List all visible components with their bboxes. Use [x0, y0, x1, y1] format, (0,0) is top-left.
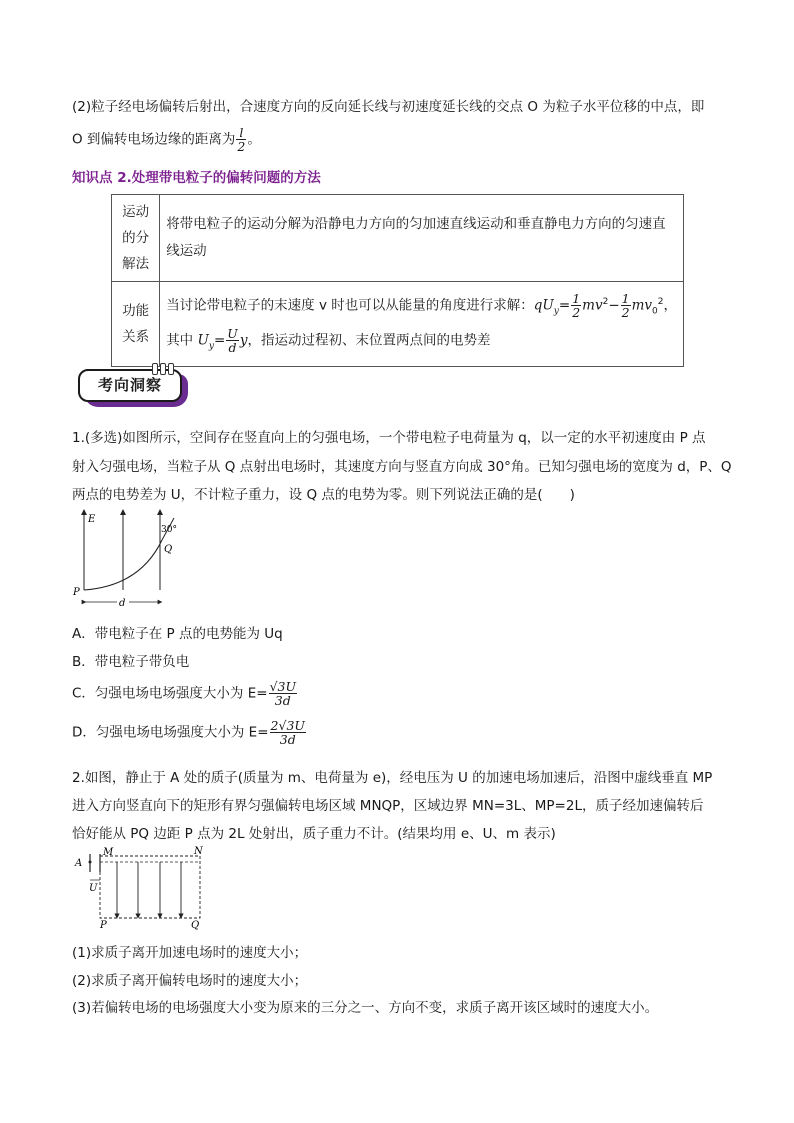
energy-text: 当讨论带电粒子的末速度 v 时也可以从能量的角度进行求解： — [166, 297, 534, 314]
q1-stem-line: 射入匀强电场，当粒子从 Q 点射出电场时，其速度方向与竖直方向成 30°角。已知匀强电场的宽度为 d，P、Q — [72, 459, 732, 475]
frac-den: 2 — [237, 139, 246, 155]
option-d-num: 2√3U — [270, 718, 305, 733]
q2-sub-question: (3)若偏转电场的电场强度大小变为原来的三分之一、方向不变，求质子离开该区域时的速度大小。 — [72, 1000, 659, 1016]
label-P: P — [73, 587, 80, 598]
coil-icon — [152, 363, 158, 375]
para-line-2 — [72, 126, 261, 153]
q1-stem-line: 两点的电势差为 U，不计粒子重力，设 Q 点的电势为零。则下列说法正确的是( ) — [72, 487, 575, 503]
q1-option-b: B．带电粒子带负电 — [72, 654, 190, 670]
coil-icon — [160, 363, 166, 375]
coil-icon — [168, 363, 174, 375]
table-header-cell: 功能关系 — [112, 282, 160, 367]
label-M: M — [103, 847, 114, 858]
q2-field-diagram — [70, 846, 220, 930]
q1-stem-line: 1.(多选)如图所示，空间存在竖直向上的匀强电场，一个带电粒子电荷量为 q，以一定的水平初速度由 P 点 — [72, 430, 706, 446]
q2-stem-line: 2.如图，静止于 A 处的质子(质量为 m、电荷量为 e)，经电压为 U 的加速电场加速后，沿图中虚线垂直 MP — [72, 770, 713, 786]
fraction-l-over-2 — [236, 126, 246, 153]
para-line-2-suffix: 。 — [247, 131, 261, 148]
label-P: P — [100, 920, 107, 930]
table-cell — [160, 282, 684, 367]
option-c-den: 3d — [274, 693, 291, 709]
voltage-text-suffix: ，指运动过程初、末位置两点间的电势差 — [247, 332, 491, 349]
q2-sub-question: (1)求质子离开加速电场时的速度大小； — [72, 945, 308, 961]
table-header-cell: 运动的分解法 — [112, 195, 160, 282]
para-line-1: (2)粒子经电场偏转后射出，合速度方向的反向延长线与初速度延长线的交点 O 为粒子水平位移的中点，即 — [72, 99, 705, 115]
option-d-den: 3d — [279, 732, 296, 748]
frac-num: l — [236, 126, 246, 140]
option-c-text: C．匀强电场电场强度大小为 E= — [72, 685, 268, 702]
label-E: E — [88, 514, 96, 525]
label-angle: 30° — [161, 525, 177, 535]
energy-formula-line: 当讨论带电粒子的末速度 v 时也可以从能量的角度进行求解：$qU_y=$ $\frac{1}{2}$ $mv^2-$ $\frac{1}{2}$ $mv_0^2$， — [166, 290, 677, 320]
q2-stem-line: 恰好能从 PQ 边距 P 点为 2L 处射出，质子重力不计。(结果均用 e、U、m 表示) — [72, 826, 556, 842]
label-U: U — [89, 883, 98, 894]
label-A: A — [75, 858, 83, 869]
q1-option-c — [72, 680, 298, 707]
knowledge-point-heading: 知识点 2.处理带电粒子的偏转问题的方法 — [72, 170, 321, 186]
section-badge — [78, 369, 190, 409]
proton-dot — [89, 861, 92, 864]
table-cell: 将带电粒子的运动分解为沿静电力方向的匀加速直线运动和垂直静电力方向的匀速直线运动 — [160, 195, 684, 282]
badge-label: 考向洞察 — [78, 369, 182, 402]
voltage-text-prefix: 其中 — [166, 332, 194, 349]
q2-sub-question: (2)求质子离开偏转电场时的速度大小； — [72, 973, 308, 989]
table-row — [112, 282, 684, 367]
label-Q: Q — [191, 920, 200, 930]
q2-stem-line: 进入方向竖直向下的矩形有界匀强偏转电场区域 MNQP，区域边界 MN=3L、MP=2L，质子经加速偏转后 — [72, 798, 704, 814]
label-d: d — [119, 598, 126, 609]
q1-option-d — [72, 719, 307, 746]
q1-option-a: A．带电粒子在 P 点的电势能为 Uq — [72, 626, 283, 642]
voltage-formula-line: 其中 $U_y=$ $\frac{U}{d}$ y，指运动过程初、末位置两点间的电势差 — [166, 326, 491, 356]
option-c-num: √3U — [269, 679, 297, 694]
label-Q: Q — [164, 544, 173, 555]
method-table — [111, 194, 684, 367]
para-line-2-prefix: O 到偏转电场边缘的距离为 — [72, 131, 236, 148]
label-N: N — [194, 846, 203, 857]
q1-field-diagram — [70, 506, 190, 614]
table-row — [112, 195, 684, 282]
option-d-text: D．匀强电场电场强度大小为 E= — [72, 724, 269, 741]
deflection-region — [100, 856, 200, 918]
